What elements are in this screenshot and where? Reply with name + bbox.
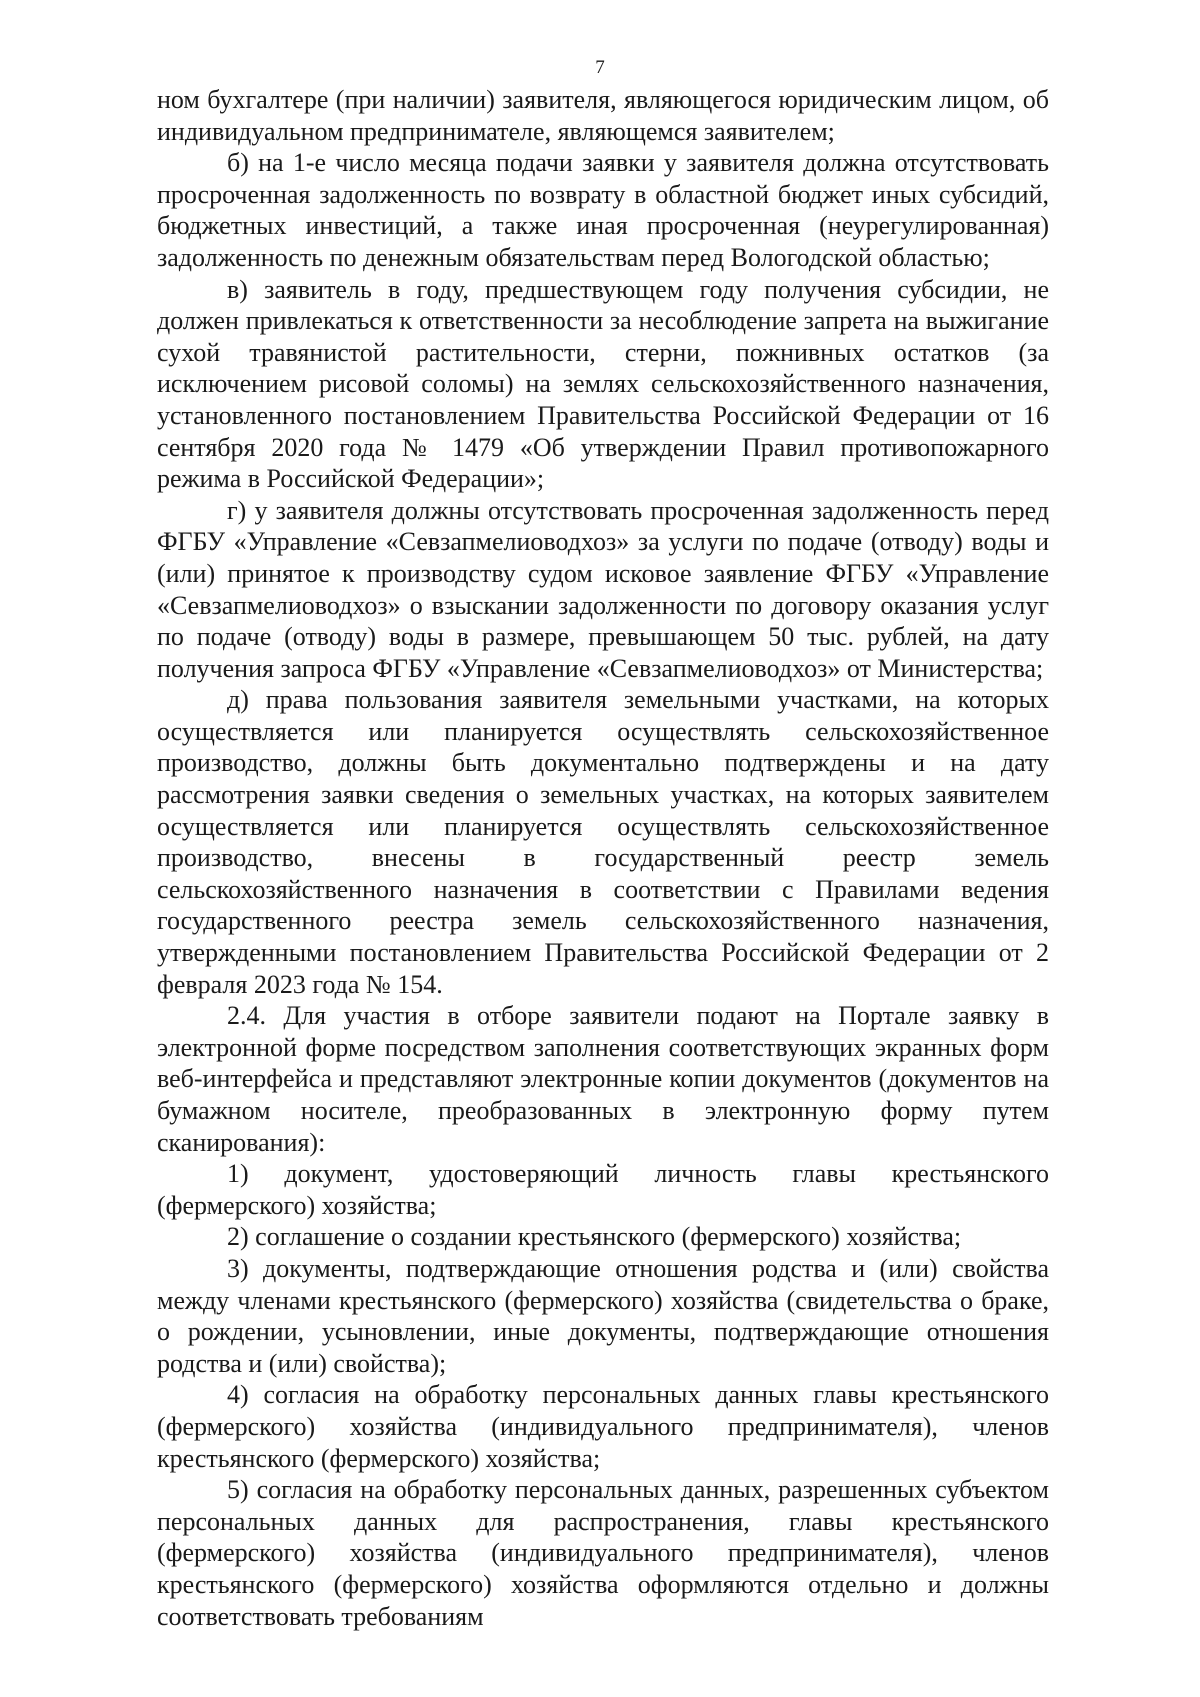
document-body bbox=[157, 84, 1049, 1632]
paragraph-section-2-4: 2.4. Для участия в отборе заявители подают на Портале заявку в электронной форме посредством заполнения соответствующих экранных форм веб-интерфейса и представляют электронные копии документов (документов на бумажном носителе, преобразованных в электронную форму путем сканирования): bbox=[157, 1001, 1049, 1157]
paragraph-item-g: г) у заявителя должны отсутствовать просроченная задолженность перед ФГБУ «Управление «Севзапмелиоводхоз» за услуги по подаче (отводу) воды и (или) принятое к производству судом исковое заявление ФГБУ «Управление «Севзапмелиоводхоз» о взыскании задолженности по договору оказания услуг по подаче (отводу) воды в размере, превышающем 50 тыс. рублей, на дату получения запроса ФГБУ «Управление «Севзапмелиоводхоз» от Министерства; bbox=[157, 495, 1049, 683]
paragraph-item-d: д) права пользования заявителя земельными участками, на которых осуществляется или планируется осуществлять сельскохозяйственное производство, должны быть документально подтверждены и на дату рассмотрения заявки сведения о земельных участках, на которых заявителем осуществляется или планируется осуществлять сельскохозяйственное производство, внесены в государственный реестр земель сельскохозяйственного назначения в соответствии с Правилами ведения государственного реестра земель сельскохозяйственного назначения, утвержденными постановлением Правительства Российской Федерации от 2 февраля 2023 года № 154. bbox=[157, 685, 1049, 999]
list-item-3: 3) документы, подтверждающие отношения родства и (или) свойства между членами крестьянского (фермерского) хозяйства (свидетельства о браке, о рождении, усыновлении, иные документы, подтверждающие отношения родства и (или) свойства); bbox=[157, 1253, 1049, 1378]
list-item-2: 2) соглашение о создании крестьянского (фермерского) хозяйства; bbox=[227, 1222, 962, 1252]
paragraph: ном бухгалтере (при наличии) заявителя, являющегося юридическим лицом, об индивидуальном предпринимателе, являющемся заявителем; bbox=[157, 85, 1049, 146]
page-number: 7 bbox=[595, 57, 605, 78]
paragraph-item-b: б) на 1-е число месяца подачи заявки у заявителя должна отсутствовать просроченная задолженность по возврату в областной бюджет иных субсидий, бюджетных инвестиций, а также иная просроченная (неурегулированная) задолженность по денежным обязательствам перед Вологодской областью; bbox=[157, 148, 1049, 272]
list-item-4: 4) согласия на обработку персональных данных главы крестьянского (фермерского) хозяйства (индивидуального предпринимателя), членов крестьянского (фермерского) хозяйства; bbox=[157, 1380, 1049, 1473]
paragraph-item-v: в) заявитель в году, предшествующем году получения субсидии, не должен привлекаться к ответственности за несоблюдение запрета на выжигание сухой травянистой растительности, стерни, пожнивных остатков (за исключением рисовой соломы) на землях сельскохозяйственного назначения, установленного постановлением Правительства Российской Федерации от 16 сентября 2020 года № 1479 «Об утверждении Правил противопожарного режима в Российской Федерации»; bbox=[157, 274, 1049, 494]
list-item-1: 1) документ, удостоверяющий личность главы крестьянского (фермерского) хозяйства; bbox=[157, 1159, 1049, 1220]
list-item-5: 5) согласия на обработку персональных данных, разрешенных субъектом персональных данных для распространения, главы крестьянского (фермерского) хозяйства (индивидуального предпринимателя), членов крестьянского (фермерского) хозяйства оформляются отдельно и должны соответствовать требованиям bbox=[157, 1475, 1049, 1631]
